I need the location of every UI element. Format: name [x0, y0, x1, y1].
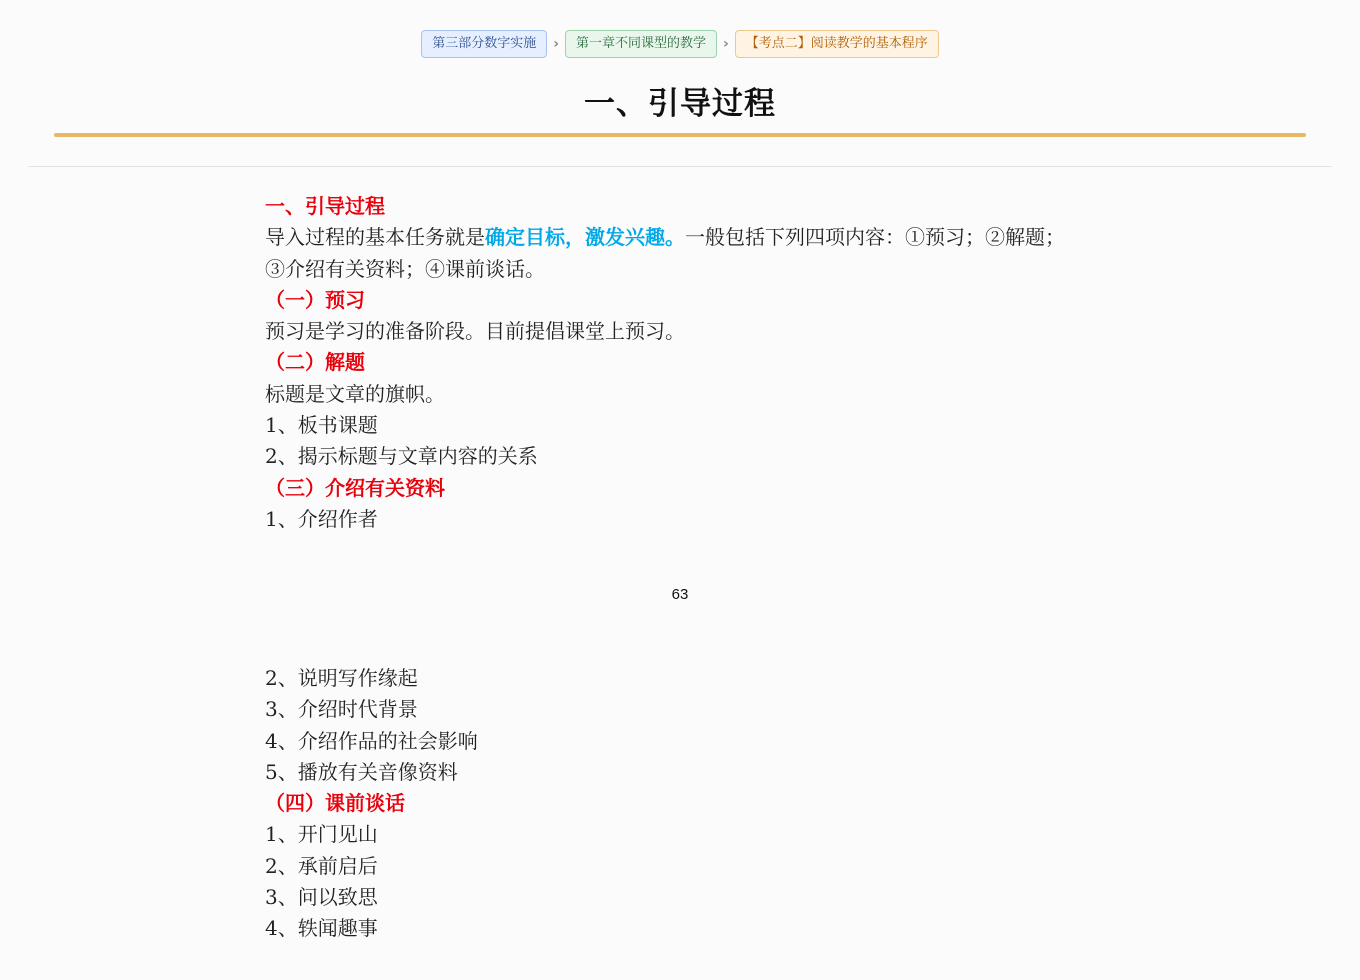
- list-item: 5、播放有关音像资料: [265, 759, 458, 784]
- breadcrumb: [0, 30, 1360, 58]
- list-item: 4、介绍作品的社会影响: [265, 728, 478, 753]
- chevron-right-icon: ›: [553, 36, 559, 52]
- header-divider: [28, 166, 1332, 167]
- intro-line-2: ③介绍有关资料；④课前谈话。: [265, 256, 545, 281]
- chevron-right-icon: ›: [723, 36, 729, 52]
- subheading-title-explain: （二）解题: [265, 350, 365, 375]
- title-explain-text: 标题是文章的旗帜。: [265, 381, 445, 406]
- list-item: 2、揭示标题与文章内容的关系: [265, 444, 538, 469]
- breadcrumb-item-part[interactable]: 第三部分数字实施: [421, 30, 547, 58]
- content-block-1: [265, 191, 1145, 535]
- preview-text: 预习是学习的准备阶段。目前提倡课堂上预习。: [265, 319, 685, 344]
- list-item: 4、轶闻趣事: [265, 916, 378, 941]
- subheading-pre-class-talk: （四）课前谈话: [265, 791, 405, 816]
- subheading-preview: （一）预习: [265, 287, 365, 312]
- list-item: 2、说明写作缘起: [265, 666, 418, 690]
- intro-prefix: 导入过程的基本任务就是: [265, 225, 485, 250]
- page-title: 一、引导过程: [584, 86, 776, 122]
- list-item: 2、承前启后: [265, 853, 378, 878]
- page-number: 63: [671, 586, 689, 603]
- subheading-materials: （三）介绍有关资料: [265, 475, 445, 500]
- list-item: 1、介绍作者: [265, 506, 378, 531]
- list-item: 1、开门见山: [265, 822, 378, 847]
- intro-suffix: 一般包括下列四项内容：①预习；②解题；: [685, 225, 1065, 250]
- list-item: 1、板书课题: [265, 413, 378, 438]
- breadcrumb-item-section[interactable]: 【考点二】阅读教学的基本程序: [735, 30, 939, 58]
- section-heading: 一、引导过程: [265, 194, 385, 218]
- list-item: 3、问以致思: [265, 885, 378, 910]
- list-item: 3、介绍时代背景: [265, 697, 418, 722]
- breadcrumb-item-chapter[interactable]: 第一章不同课型的教学: [565, 30, 717, 58]
- intro-paragraph: [265, 222, 1145, 253]
- intro-highlight: 确定目标，激发兴趣。: [485, 225, 685, 250]
- content-block-2: [265, 663, 1145, 945]
- title-underline: [54, 133, 1306, 137]
